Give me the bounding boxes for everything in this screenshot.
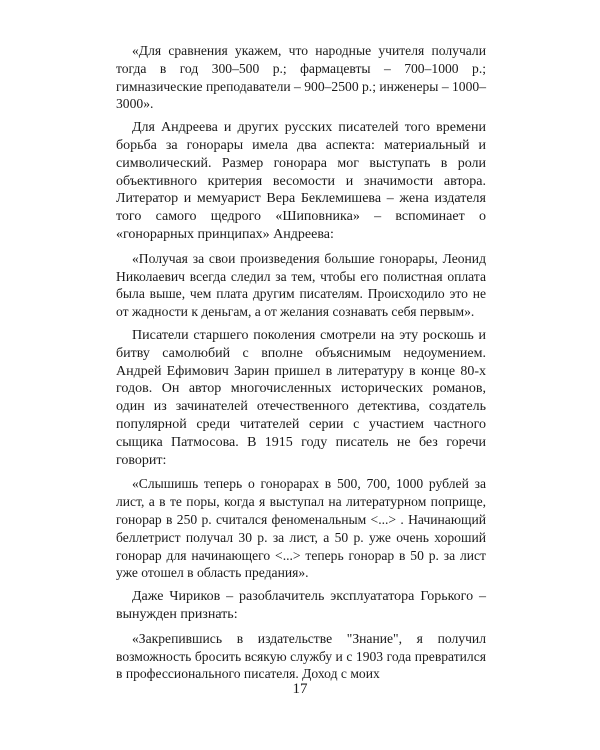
page-number: 17 [292, 681, 308, 697]
paragraph-quote-chirikov: «Закрепившись в издательстве "Знание", я получил возможность бросить всякую службу и с 1903 года превратился в профессионального писателя. Доход с моих [116, 630, 486, 682]
body-text [116, 42, 486, 689]
paragraph-older-writers: Писатели старшего поколения смотрели на эту роскошь и битву самолюбий с вполне объяснимым недоумением. Андрей Ефимович Зарин пришел в литературу в конце 80-х годов. Он автор многочисленных исторических романов, один из зачинателей отечественного детектива, создатель популярной среди читателей серии с участием частного сыщика Патмосова. В 1915 году писатель не без горечи говорит: [116, 327, 486, 468]
paragraph-chirikov: Даже Чириков – разоблачитель эксплуататора Горького – вынужден признать: [116, 589, 486, 622]
paragraph-quote-zarin: «Слышишь теперь о гонорарах в 500, 700, 1000 рублей за лист, а в те поры, когда я выступал на литературном поприще, гонорар в 250 р. считался феноменальным <...> . Начинающий беллетрист получал 30 р. за лист, а 50 р. уже очень хороший гонорар для начинающего <...> теперь гонорар в 50 р. за лист уже отошел в область предания». [116, 476, 486, 581]
paragraph-quote-salaries: «Для сравнения укажем, что народные учителя получали тогда в год 300–500 р.; фармацевты – 700–1000 р.; гимназические преподаватели – 900–2500 р.; инженеры – 1000–3000». [116, 43, 486, 112]
paragraph-quote-beklemisheva: «Получая за свои произведения большие гонорары, Леонид Николаевич всегда следил за тем, чтобы его полистная оплата была выше, чем плата другим писателям. Происходило это не от жадности к деньгам, а от желания сознавать себя первым». [116, 250, 486, 320]
paragraph-andreev-fees: Для Андреева и других русских писателей того времени борьба за гонорары имела два аспекта: материальный и символический. Размер гонорара мог выступать в роли объективного критерия весомости и значимости автора. Литератор и мемуарист Вера Беклемишева – жена издателя того самого щедрого «Шиповника» – вспоминает о «гонорарных принципах» Андреева: [116, 120, 486, 242]
